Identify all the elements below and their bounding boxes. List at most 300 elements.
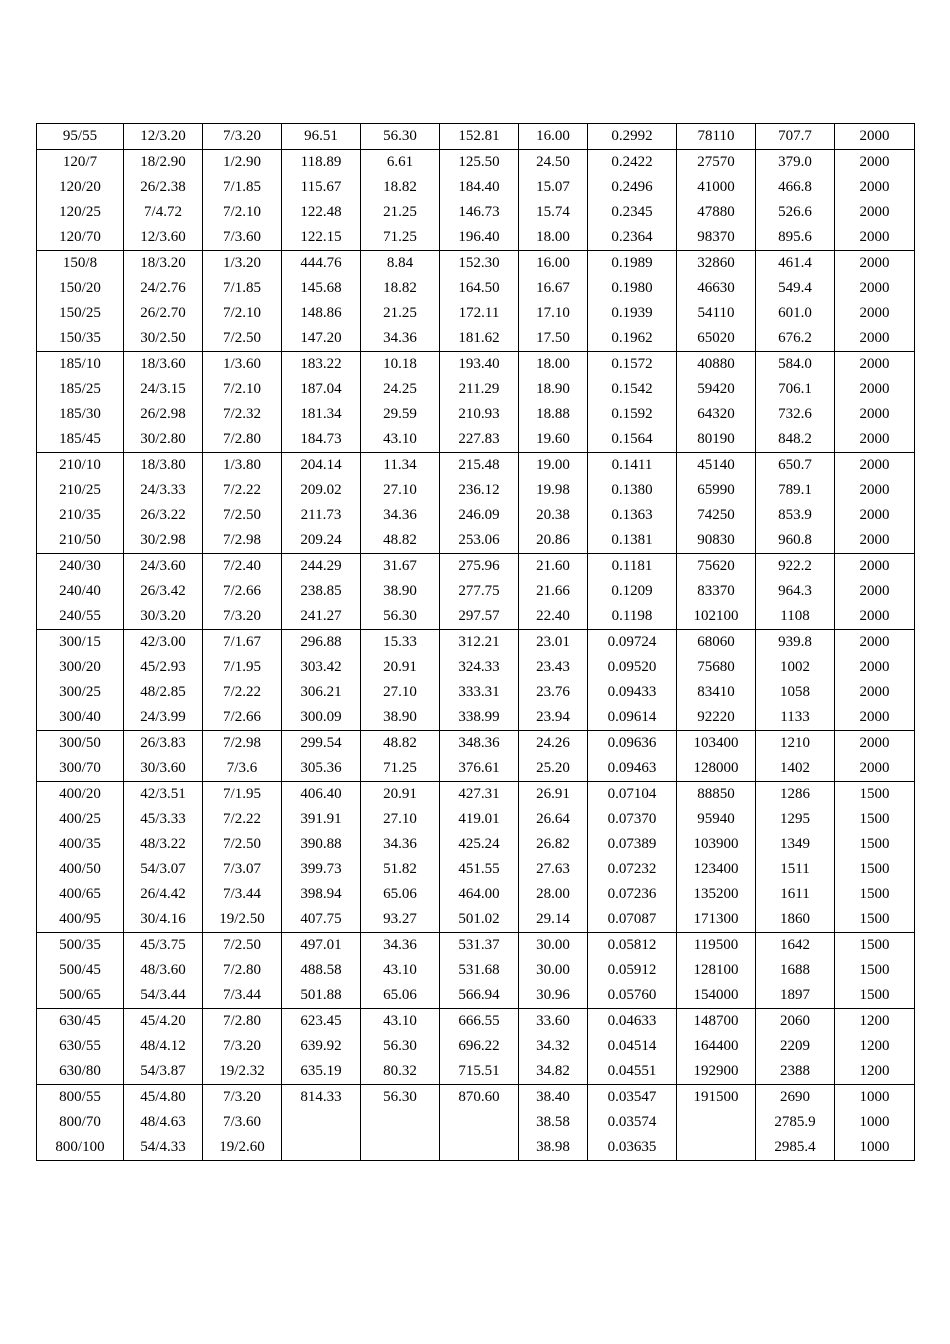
steel-strands-cell: 7/2.66 [203,705,282,731]
steel-strands-cell: 7/3.20 [203,1034,282,1059]
resistance-cell: 0.09433 [588,680,677,705]
length-cell: 1200 [835,1009,915,1035]
model-cell: 300/40 [37,705,124,731]
breaking-force-cell: 75620 [677,554,756,580]
total-area-cell: 666.55 [440,1009,519,1035]
weight-cell: 964.3 [756,579,835,604]
aluminum-strands-cell: 45/3.33 [124,807,203,832]
total-area-cell: 210.93 [440,402,519,427]
model-cell: 400/25 [37,807,124,832]
aluminum-area-cell: 303.42 [282,655,361,680]
table-row-group [37,1009,915,1085]
diameter-cell: 18.00 [519,225,588,251]
resistance-cell: 0.1542 [588,377,677,402]
aluminum-strands-cell: 12/3.60 [124,225,203,251]
aluminum-strands-cell: 48/4.63 [124,1110,203,1135]
model-cell: 120/7 [37,150,124,176]
aluminum-area-cell: 204.14 [282,453,361,479]
weight-cell: 853.9 [756,503,835,528]
model-cell: 400/35 [37,832,124,857]
steel-area-cell: 11.34 [361,453,440,479]
breaking-force-cell: 164400 [677,1034,756,1059]
aluminum-area-cell: 122.15 [282,225,361,251]
weight-cell: 379.0 [756,150,835,176]
diameter-cell: 16.00 [519,124,588,150]
aluminum-strands-cell: 30/2.50 [124,326,203,352]
table-row [37,503,915,528]
length-cell: 1000 [835,1085,915,1111]
aluminum-strands-cell: 26/3.83 [124,731,203,757]
aluminum-area-cell: 209.24 [282,528,361,554]
model-cell: 150/20 [37,276,124,301]
resistance-cell: 0.1962 [588,326,677,352]
length-cell: 2000 [835,453,915,479]
steel-strands-cell: 7/2.32 [203,402,282,427]
model-cell: 630/55 [37,1034,124,1059]
steel-strands-cell: 7/1.95 [203,782,282,808]
aluminum-area-cell: 390.88 [282,832,361,857]
aluminum-strands-cell: 12/3.20 [124,124,203,150]
resistance-cell: 0.09520 [588,655,677,680]
table-row [37,630,915,656]
total-area-cell: 425.24 [440,832,519,857]
aluminum-area-cell: 639.92 [282,1034,361,1059]
diameter-cell: 22.40 [519,604,588,630]
diameter-cell: 18.88 [519,402,588,427]
total-area-cell: 297.57 [440,604,519,630]
steel-strands-cell: 1/3.60 [203,352,282,378]
resistance-cell: 0.09724 [588,630,677,656]
table-row [37,832,915,857]
breaking-force-cell: 27570 [677,150,756,176]
table-row [37,756,915,782]
diameter-cell: 23.43 [519,655,588,680]
table-row-group [37,630,915,731]
resistance-cell: 0.1980 [588,276,677,301]
breaking-force-cell [677,1110,756,1135]
steel-area-cell: 34.36 [361,503,440,528]
steel-strands-cell: 7/2.98 [203,528,282,554]
table-row [37,200,915,225]
total-area-cell: 246.09 [440,503,519,528]
total-area-cell: 193.40 [440,352,519,378]
table-row [37,124,915,150]
length-cell: 2000 [835,705,915,731]
resistance-cell: 0.07087 [588,907,677,933]
aluminum-area-cell: 488.58 [282,958,361,983]
length-cell: 2000 [835,352,915,378]
length-cell: 2000 [835,528,915,554]
total-area-cell: 324.33 [440,655,519,680]
diameter-cell: 23.76 [519,680,588,705]
steel-area-cell: 20.91 [361,655,440,680]
diameter-cell: 19.98 [519,478,588,503]
length-cell: 1500 [835,907,915,933]
length-cell: 2000 [835,655,915,680]
table-row [37,705,915,731]
model-cell: 240/55 [37,604,124,630]
aluminum-area-cell: 122.48 [282,200,361,225]
steel-area-cell: 56.30 [361,1034,440,1059]
total-area-cell: 146.73 [440,200,519,225]
resistance-cell: 0.09636 [588,731,677,757]
resistance-cell: 0.1209 [588,579,677,604]
diameter-cell: 16.67 [519,276,588,301]
table-row [37,150,915,176]
weight-cell: 1642 [756,933,835,959]
model-cell: 800/55 [37,1085,124,1111]
resistance-cell: 0.1564 [588,427,677,453]
table-row [37,352,915,378]
diameter-cell: 30.96 [519,983,588,1009]
aluminum-strands-cell: 24/3.99 [124,705,203,731]
breaking-force-cell: 123400 [677,857,756,882]
resistance-cell: 0.04633 [588,1009,677,1035]
resistance-cell: 0.03574 [588,1110,677,1135]
table-row [37,1085,915,1111]
steel-strands-cell: 1/3.20 [203,251,282,277]
aluminum-area-cell: 238.85 [282,579,361,604]
length-cell: 1500 [835,933,915,959]
length-cell: 2000 [835,503,915,528]
weight-cell: 466.8 [756,175,835,200]
resistance-cell: 0.09463 [588,756,677,782]
breaking-force-cell: 78110 [677,124,756,150]
model-cell: 800/70 [37,1110,124,1135]
diameter-cell: 30.00 [519,933,588,959]
model-cell: 185/30 [37,402,124,427]
total-area-cell: 333.31 [440,680,519,705]
total-area-cell: 696.22 [440,1034,519,1059]
weight-cell: 601.0 [756,301,835,326]
aluminum-strands-cell: 48/3.22 [124,832,203,857]
aluminum-area-cell: 148.86 [282,301,361,326]
aluminum-area-cell: 391.91 [282,807,361,832]
breaking-force-cell: 171300 [677,907,756,933]
steel-strands-cell: 7/1.95 [203,655,282,680]
resistance-cell: 0.2345 [588,200,677,225]
breaking-force-cell: 40880 [677,352,756,378]
model-cell: 500/35 [37,933,124,959]
table-row [37,731,915,757]
steel-area-cell: 71.25 [361,756,440,782]
diameter-cell: 15.07 [519,175,588,200]
aluminum-area-cell: 187.04 [282,377,361,402]
breaking-force-cell: 47880 [677,200,756,225]
length-cell: 2000 [835,200,915,225]
resistance-cell: 0.05912 [588,958,677,983]
resistance-cell: 0.09614 [588,705,677,731]
length-cell: 2000 [835,225,915,251]
total-area-cell: 196.40 [440,225,519,251]
steel-area-cell: 10.18 [361,352,440,378]
aluminum-strands-cell: 18/2.90 [124,150,203,176]
steel-strands-cell: 7/1.85 [203,175,282,200]
steel-area-cell: 43.10 [361,427,440,453]
aluminum-strands-cell: 54/3.87 [124,1059,203,1085]
weight-cell: 789.1 [756,478,835,503]
resistance-cell: 0.05760 [588,983,677,1009]
diameter-cell: 24.26 [519,731,588,757]
model-cell: 240/30 [37,554,124,580]
steel-strands-cell: 7/2.50 [203,326,282,352]
steel-strands-cell: 7/2.22 [203,680,282,705]
steel-strands-cell: 7/2.50 [203,832,282,857]
total-area-cell: 338.99 [440,705,519,731]
resistance-cell: 0.1381 [588,528,677,554]
aluminum-strands-cell: 26/4.42 [124,882,203,907]
steel-strands-cell: 7/3.20 [203,604,282,630]
diameter-cell: 20.38 [519,503,588,528]
steel-area-cell [361,1110,440,1135]
breaking-force-cell: 103400 [677,731,756,757]
steel-strands-cell: 7/2.80 [203,1009,282,1035]
steel-strands-cell: 7/2.98 [203,731,282,757]
weight-cell: 2985.4 [756,1135,835,1161]
length-cell: 2000 [835,630,915,656]
table-row-group [37,731,915,782]
length-cell: 1500 [835,882,915,907]
resistance-cell: 0.04514 [588,1034,677,1059]
resistance-cell: 0.04551 [588,1059,677,1085]
breaking-force-cell: 46630 [677,276,756,301]
steel-area-cell: 21.25 [361,301,440,326]
aluminum-strands-cell: 18/3.60 [124,352,203,378]
steel-area-cell: 80.32 [361,1059,440,1085]
steel-area-cell: 38.90 [361,579,440,604]
total-area-cell: 227.83 [440,427,519,453]
steel-area-cell: 65.06 [361,983,440,1009]
diameter-cell: 38.98 [519,1135,588,1161]
table-row-group [37,124,915,150]
aluminum-strands-cell: 26/3.42 [124,579,203,604]
total-area-cell: 427.31 [440,782,519,808]
length-cell: 2000 [835,175,915,200]
steel-strands-cell: 7/2.80 [203,958,282,983]
steel-area-cell: 8.84 [361,251,440,277]
diameter-cell: 23.94 [519,705,588,731]
model-cell: 185/25 [37,377,124,402]
steel-strands-cell: 7/2.22 [203,478,282,503]
length-cell: 2000 [835,326,915,352]
diameter-cell: 15.74 [519,200,588,225]
weight-cell: 848.2 [756,427,835,453]
length-cell: 2000 [835,579,915,604]
steel-area-cell: 20.91 [361,782,440,808]
length-cell: 2000 [835,680,915,705]
table-row [37,1009,915,1035]
total-area-cell [440,1135,519,1161]
aluminum-strands-cell: 48/3.60 [124,958,203,983]
aluminum-area-cell: 407.75 [282,907,361,933]
diameter-cell: 20.86 [519,528,588,554]
resistance-cell: 0.1592 [588,402,677,427]
conductor-spec-table [36,123,915,1161]
breaking-force-cell: 83410 [677,680,756,705]
table-row [37,604,915,630]
aluminum-area-cell: 211.73 [282,503,361,528]
aluminum-area-cell [282,1135,361,1161]
weight-cell: 732.6 [756,402,835,427]
resistance-cell: 0.2422 [588,150,677,176]
diameter-cell: 30.00 [519,958,588,983]
aluminum-strands-cell: 18/3.20 [124,251,203,277]
weight-cell: 2690 [756,1085,835,1111]
aluminum-area-cell: 398.94 [282,882,361,907]
weight-cell: 1688 [756,958,835,983]
table-row [37,983,915,1009]
table-row [37,225,915,251]
model-cell: 800/100 [37,1135,124,1161]
steel-strands-cell: 7/3.44 [203,882,282,907]
weight-cell: 939.8 [756,630,835,656]
aluminum-strands-cell: 54/3.07 [124,857,203,882]
total-area-cell: 181.62 [440,326,519,352]
aluminum-area-cell: 244.29 [282,554,361,580]
steel-area-cell: 93.27 [361,907,440,933]
breaking-force-cell: 65020 [677,326,756,352]
table-row [37,377,915,402]
steel-strands-cell: 19/2.60 [203,1135,282,1161]
model-cell: 210/25 [37,478,124,503]
length-cell: 2000 [835,251,915,277]
aluminum-strands-cell: 30/2.80 [124,427,203,453]
total-area-cell: 501.02 [440,907,519,933]
table-row [37,251,915,277]
resistance-cell: 0.1939 [588,301,677,326]
total-area-cell: 215.48 [440,453,519,479]
steel-area-cell: 21.25 [361,200,440,225]
length-cell: 2000 [835,427,915,453]
length-cell: 2000 [835,604,915,630]
weight-cell: 1286 [756,782,835,808]
resistance-cell: 0.1198 [588,604,677,630]
steel-area-cell: 48.82 [361,731,440,757]
steel-area-cell: 65.06 [361,882,440,907]
steel-strands-cell: 7/2.80 [203,427,282,453]
table-row [37,933,915,959]
aluminum-strands-cell: 42/3.51 [124,782,203,808]
table-row [37,782,915,808]
breaking-force-cell: 32860 [677,251,756,277]
total-area-cell: 419.01 [440,807,519,832]
aluminum-strands-cell: 7/4.72 [124,200,203,225]
table-row [37,882,915,907]
resistance-cell: 0.07104 [588,782,677,808]
steel-area-cell: 27.10 [361,478,440,503]
aluminum-strands-cell: 42/3.00 [124,630,203,656]
length-cell: 1200 [835,1034,915,1059]
aluminum-strands-cell: 30/2.98 [124,528,203,554]
table-row [37,857,915,882]
length-cell: 2000 [835,756,915,782]
aluminum-strands-cell: 26/2.70 [124,301,203,326]
length-cell: 2000 [835,301,915,326]
total-area-cell: 312.21 [440,630,519,656]
resistance-cell: 0.2496 [588,175,677,200]
aluminum-area-cell: 296.88 [282,630,361,656]
weight-cell: 706.1 [756,377,835,402]
table-row-group [37,251,915,352]
model-cell: 150/8 [37,251,124,277]
length-cell: 2000 [835,124,915,150]
breaking-force-cell: 65990 [677,478,756,503]
aluminum-strands-cell: 48/2.85 [124,680,203,705]
steel-strands-cell: 7/2.40 [203,554,282,580]
aluminum-area-cell: 96.51 [282,124,361,150]
aluminum-area-cell: 406.40 [282,782,361,808]
aluminum-strands-cell: 54/3.44 [124,983,203,1009]
weight-cell: 1133 [756,705,835,731]
table-row [37,402,915,427]
breaking-force-cell: 95940 [677,807,756,832]
aluminum-strands-cell: 30/3.20 [124,604,203,630]
length-cell: 1500 [835,782,915,808]
weight-cell: 2785.9 [756,1110,835,1135]
steel-area-cell: 43.10 [361,1009,440,1035]
aluminum-strands-cell: 26/2.98 [124,402,203,427]
total-area-cell: 531.37 [440,933,519,959]
total-area-cell: 870.60 [440,1085,519,1111]
aluminum-strands-cell: 26/3.22 [124,503,203,528]
diameter-cell: 25.20 [519,756,588,782]
diameter-cell: 38.40 [519,1085,588,1111]
resistance-cell: 0.1363 [588,503,677,528]
table-row [37,478,915,503]
breaking-force-cell: 98370 [677,225,756,251]
weight-cell: 549.4 [756,276,835,301]
model-cell: 500/65 [37,983,124,1009]
aluminum-area-cell: 444.76 [282,251,361,277]
total-area-cell [440,1110,519,1135]
model-cell: 210/50 [37,528,124,554]
total-area-cell: 451.55 [440,857,519,882]
diameter-cell: 17.10 [519,301,588,326]
aluminum-area-cell: 184.73 [282,427,361,453]
steel-area-cell: 56.30 [361,124,440,150]
table-row [37,554,915,580]
aluminum-area-cell: 497.01 [282,933,361,959]
length-cell: 1500 [835,857,915,882]
steel-area-cell: 15.33 [361,630,440,656]
resistance-cell: 0.1572 [588,352,677,378]
model-cell: 210/10 [37,453,124,479]
steel-strands-cell: 7/1.67 [203,630,282,656]
model-cell: 95/55 [37,124,124,150]
table-row [37,276,915,301]
model-cell: 120/20 [37,175,124,200]
resistance-cell: 0.1989 [588,251,677,277]
model-cell: 210/35 [37,503,124,528]
length-cell: 2000 [835,731,915,757]
breaking-force-cell: 83370 [677,579,756,604]
total-area-cell: 566.94 [440,983,519,1009]
length-cell: 2000 [835,276,915,301]
diameter-cell: 17.50 [519,326,588,352]
weight-cell: 960.8 [756,528,835,554]
resistance-cell: 0.03547 [588,1085,677,1111]
diameter-cell: 19.60 [519,427,588,453]
resistance-cell: 0.2992 [588,124,677,150]
steel-strands-cell: 7/2.50 [203,503,282,528]
diameter-cell: 34.32 [519,1034,588,1059]
length-cell: 2000 [835,402,915,427]
aluminum-area-cell: 306.21 [282,680,361,705]
weight-cell: 2060 [756,1009,835,1035]
diameter-cell: 19.00 [519,453,588,479]
diameter-cell: 29.14 [519,907,588,933]
breaking-force-cell: 64320 [677,402,756,427]
